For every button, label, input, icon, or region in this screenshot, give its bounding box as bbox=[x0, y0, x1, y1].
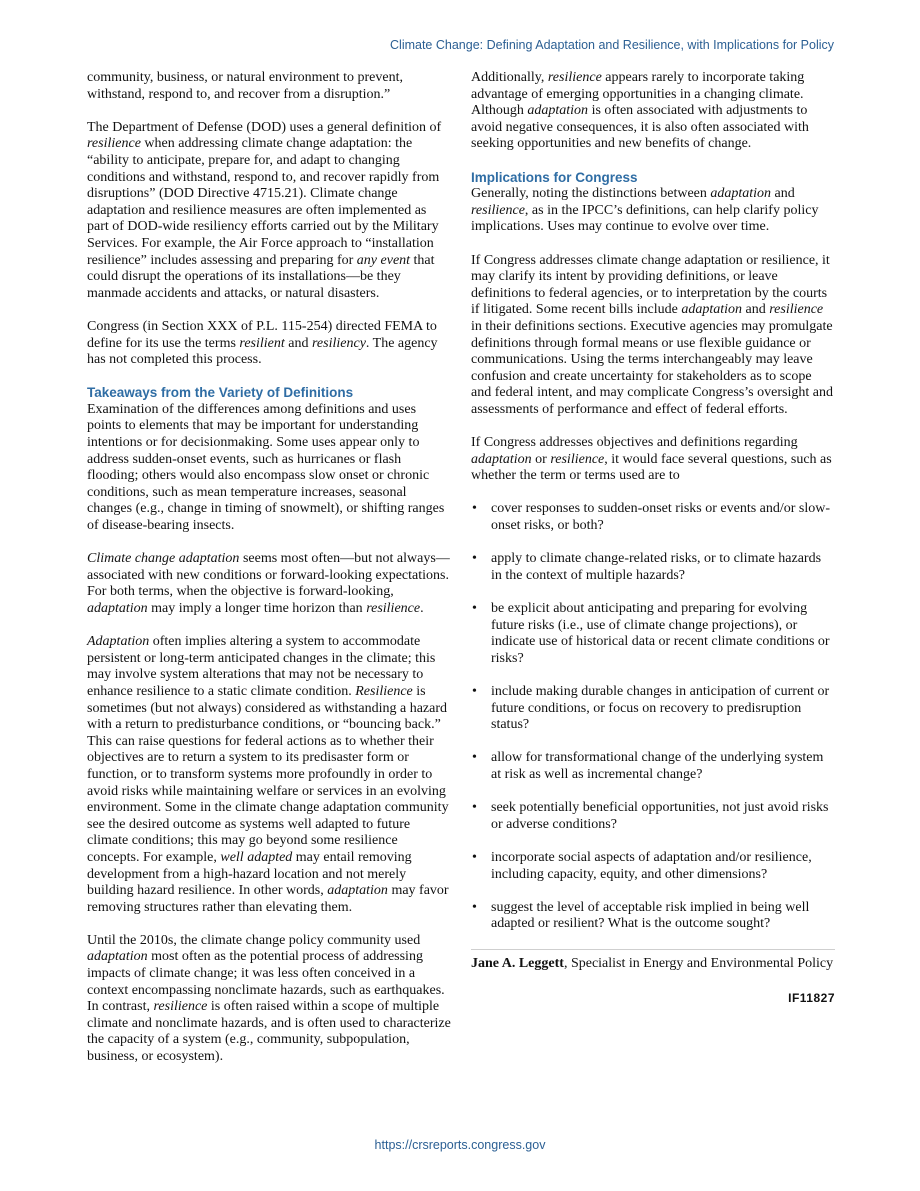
right-paragraph-3: If Congress addresses climate change adaptation or resilience, it may clarify its intent by providing definitions, or leave definitions to federal agencies, or to interpretation by the courts if litigated. Some recent bills include adaptation and resilience in their definitions sections. Executive agencies may promulgate definitions through formal means or use flexible guidance or communications. Using the terms interchangeably may leave confusion and create uncertainty for stakeholders as to scope and federal intent, and may complicate Congress’s oversight and assessments of performance and effect of federal efforts. bbox=[471, 252, 833, 417]
italic-term: Climate change adaptation bbox=[87, 551, 240, 567]
italic-term: well adapted bbox=[220, 849, 293, 865]
section-heading-implications: Implications for Congress bbox=[471, 169, 638, 185]
list-item: • apply to climate change-related risks, or to climate hazards in the context of multiple hazards? bbox=[471, 551, 835, 584]
footer-url[interactable]: https://crsreports.congress.gov bbox=[374, 1138, 546, 1152]
italic-term: resilience bbox=[87, 136, 141, 152]
italic-term: adaptation bbox=[471, 451, 532, 467]
right-paragraph-4: If Congress addresses objectives and definitions regarding adaptation or resilience, it would face several questions, such as whether the term or terms used are to bbox=[471, 435, 832, 484]
italic-term: resilience bbox=[769, 302, 824, 318]
right-column bbox=[471, 70, 835, 1006]
italic-term: resilience bbox=[550, 451, 605, 467]
right-paragraph-2: Generally, noting the distinctions between adaptation and resilience, as in the IPCC’s definitions, can help clarify policy implications. Uses may continue to evolve over time. bbox=[471, 186, 819, 235]
list-item: • suggest the level of acceptable risk implied in being well adapted or resilient? What is the outcome sought? bbox=[471, 900, 835, 933]
italic-term: adaptation bbox=[327, 883, 388, 899]
list-item: • incorporate social aspects of adaptation and/or resilience, including capacity, equity, and other dimensions? bbox=[471, 850, 835, 883]
italic-term: resilience bbox=[153, 999, 208, 1015]
list-item: • cover responses to sudden-onset risks or events and/or slow-onset risks, or both? bbox=[471, 501, 835, 534]
running-header: Climate Change: Defining Adaptation and Resilience, with Implications for Policy bbox=[390, 38, 834, 52]
left-paragraph-4: Examination of the differences among definitions and uses points to elements that may be important for understanding intentions or for decisionmaking. Some uses appear only to address sudden-onset events, such as hurricanes or flash flooding; others would also encompass slow onset or chronic conditions, such as mean temperature increases, seasonal changes (e.g., change in timing of snowmelt), or shifting ranges of disease-bearing insects. bbox=[87, 401, 445, 534]
italic-term: any event bbox=[356, 252, 411, 268]
list-item: • be explicit about anticipating and preparing for evolving future risks (i.e., use of climate change projections), or indicate use of historical data or recent climate conditions or risks? bbox=[471, 601, 835, 667]
list-item: • include making durable changes in anticipation of current or future conditions, or focus on recovery to predisruption status? bbox=[471, 684, 835, 734]
author-line bbox=[471, 956, 835, 973]
left-paragraph-5: Climate change adaptation seems most often—but not always—associated with new conditions or forward-looking expectations. For both terms, when the objective is forward-looking, adaptation may imply a longer time horizon than resilience. bbox=[87, 551, 450, 616]
italic-term: resiliency bbox=[312, 335, 366, 351]
italic-term: resilience bbox=[547, 70, 602, 85]
left-paragraph-6: Adaptation often implies altering a system to accommodate persistent or long-term anticipated changes in the climate; this may involve system alterations that may not be necessary to enhance resilience to a static climate condition. Resilience is sometimes (but not always) considered as withstanding a hazard with a return to predisturbance conditions, or “bouncing back.” This can raise questions for federal actions as to whether their objectives are to return a system to its predisaster form or function, or to transform systems more profoundly in order to avoid risks while maintaining welfare or services in an evolving environment. Some in the climate change adaptation community see the desired outcome as systems well adapted to future climate conditions; this may go beyond some resilience concepts. For example, well adapted may entail removing development from a high-hazard location and not merely building hazard resilience. In other words, adaptation may favor removing structures rather than elevating them. bbox=[87, 634, 449, 915]
italic-term: resilience bbox=[366, 601, 421, 616]
italic-term: Adaptation bbox=[87, 634, 150, 650]
document-id: IF11827 bbox=[788, 990, 835, 1005]
right-paragraph-1: Additionally, resilience appears rarely to incorporate taking advantage of emerging opportunities in a changing climate. Although adaptation is often associated with adjustments to avoid negative consequences, it is also often associated with seeking opportunities and new benefits of change. bbox=[471, 70, 809, 152]
section-heading-takeaways: Takeaways from the Variety of Definitions bbox=[87, 385, 354, 401]
divider bbox=[471, 949, 835, 950]
left-paragraph-2: The Department of Defense (DOD) uses a general definition of resilience when addressing climate change adaptation: the “ability to anticipate, prepare for, and adapt to changing conditions and withstand, respond to, and recover rapidly from disruptions” (DOD Directive 4715.21). Climate change adaptation and resilience measures are often implemented as part of DOD-wide resiliency efforts carried out by the Military Services. For example, the Air Force approach to “installation resilience” includes assessing and preparing for any event that could disrupt the operations of its installations—be they manmade accidents and attacks, or natural disasters. bbox=[87, 119, 442, 301]
italic-term: Resilience bbox=[355, 683, 413, 699]
italic-term: adaptation bbox=[87, 601, 148, 616]
italic-term: adaptation bbox=[710, 186, 772, 202]
italic-term: adaptation bbox=[527, 103, 589, 119]
list-item: • seek potentially beneficial opportunities, not just avoid risks or adverse conditions? bbox=[471, 800, 835, 833]
italic-term: adaptation bbox=[681, 302, 743, 318]
questions-list bbox=[471, 501, 835, 932]
left-paragraph-3: Congress (in Section XXX of P.L. 115-254) directed FEMA to define for its use the terms resilient and resiliency. The agency has not completed this process. bbox=[87, 318, 438, 368]
author-name: Jane A. Leggett bbox=[471, 956, 564, 972]
italic-term: resilient bbox=[239, 335, 285, 351]
italic-term: adaptation bbox=[87, 949, 148, 965]
italic-term: resilience bbox=[471, 202, 525, 218]
left-paragraph-7: Until the 2010s, the climate change policy community used adaptation most often as the potential process of addressing impacts of climate change; it was less often conceived in a context encompassing nonclimate hazards, such as earthquakes. In contrast, resilience is often raised within a scope of multiple climate and nonclimate hazards, and is often used to characterize the capacity of a system (e.g., community, subpopulation, business, or ecosystem). bbox=[87, 932, 451, 1065]
list-item: • allow for transformational change of the underlying system at risk as well as incremental change? bbox=[471, 750, 835, 783]
author-title: , Specialist in Energy and Environmental Policy bbox=[563, 956, 834, 972]
left-paragraph-1: community, business, or natural environment to prevent, withstand, respond to, and recover from a disruption.” bbox=[87, 70, 403, 102]
left-column bbox=[87, 70, 451, 1082]
